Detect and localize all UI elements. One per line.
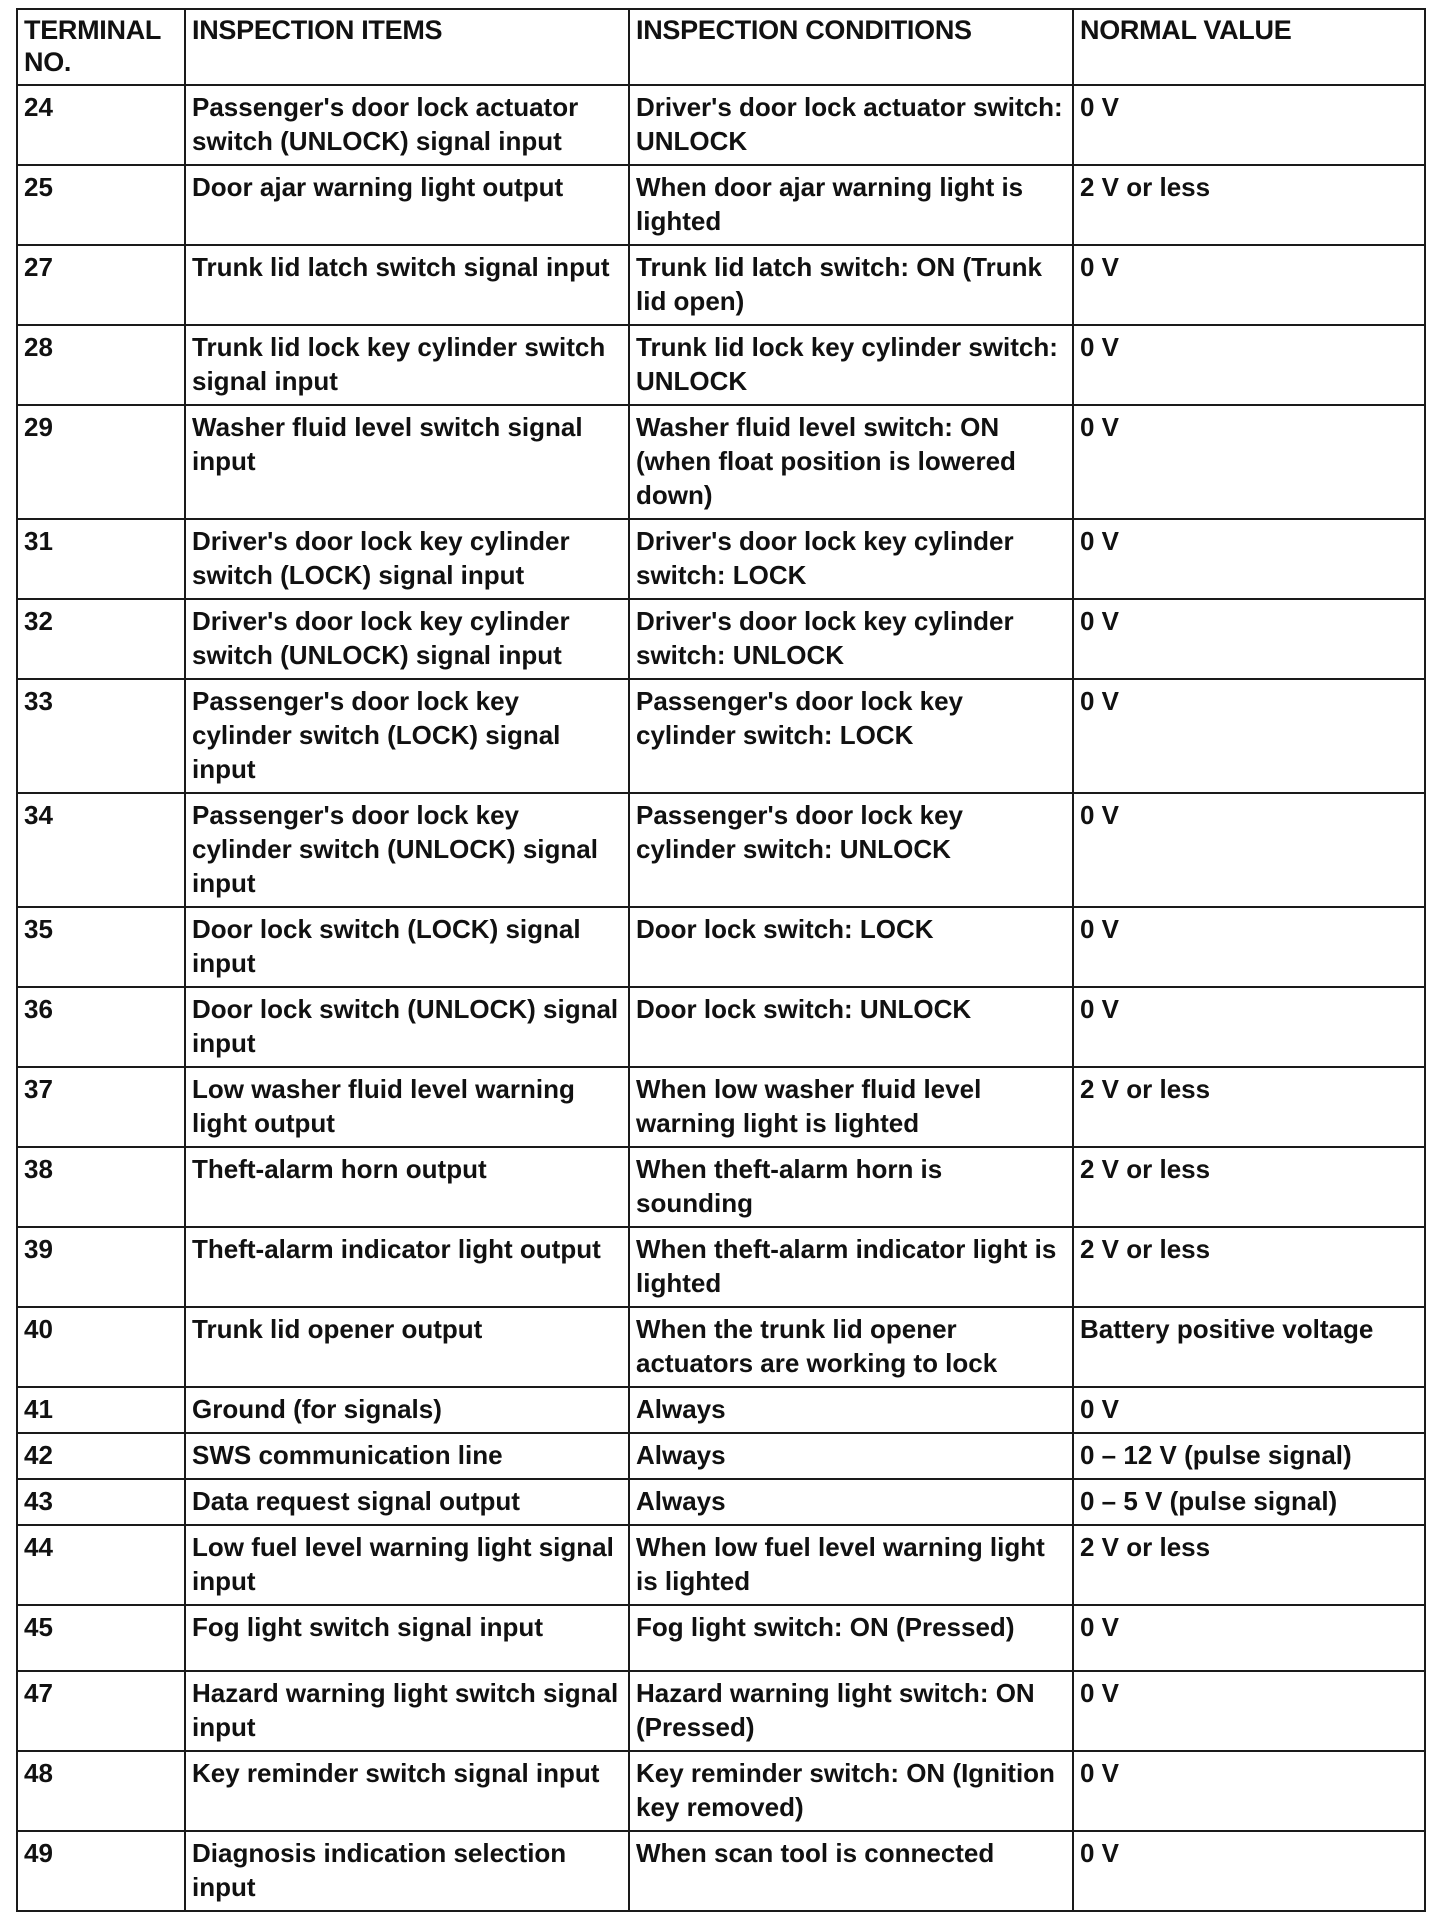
normal-value-cell: 2 V or less (1073, 165, 1425, 245)
normal-value-cell: 0 V (1073, 1751, 1425, 1831)
inspection-condition-cell: Passenger's door lock key cylinder switch: UNLOCK (629, 793, 1073, 907)
inspection-item-cell: Passenger's door lock key cylinder switch (LOCK) signal input (185, 679, 629, 793)
normal-value-cell: 0 V (1073, 1831, 1425, 1911)
inspection-condition-cell: Always (629, 1387, 1073, 1433)
terminal-no-cell: 48 (17, 1751, 185, 1831)
normal-value-cell: 0 – 12 V (pulse signal) (1073, 1433, 1425, 1479)
table-row (17, 405, 1425, 519)
inspection-item-cell: Trunk lid opener output (185, 1307, 629, 1387)
inspection-item-cell: Low fuel level warning light signal input (185, 1525, 629, 1605)
table-row (17, 1433, 1425, 1479)
normal-value-cell: 0 V (1073, 519, 1425, 599)
inspection-condition-cell: Fog light switch: ON (Pressed) (629, 1605, 1073, 1671)
inspection-item-cell: Washer fluid level switch signal input (185, 405, 629, 519)
table-row (17, 165, 1425, 245)
normal-value-cell: 0 V (1073, 1605, 1425, 1671)
terminal-no-cell: 27 (17, 245, 185, 325)
normal-value-cell: 2 V or less (1073, 1067, 1425, 1147)
normal-value-cell: 0 V (1073, 85, 1425, 165)
normal-value-cell: 0 V (1073, 907, 1425, 987)
normal-value-cell: 2 V or less (1073, 1227, 1425, 1307)
table-row (17, 793, 1425, 907)
header-normal-value: NORMAL VALUE (1073, 9, 1425, 85)
table-row (17, 325, 1425, 405)
inspection-condition-cell: Driver's door lock actuator switch: UNLOCK (629, 85, 1073, 165)
normal-value-cell: 0 V (1073, 679, 1425, 793)
inspection-condition-cell: Passenger's door lock key cylinder switch: LOCK (629, 679, 1073, 793)
table-row (17, 1067, 1425, 1147)
table-row (17, 907, 1425, 987)
inspection-item-cell: Door lock switch (LOCK) signal input (185, 907, 629, 987)
terminal-no-cell: 42 (17, 1433, 185, 1479)
terminal-no-cell: 34 (17, 793, 185, 907)
inspection-condition-cell: Driver's door lock key cylinder switch: LOCK (629, 519, 1073, 599)
normal-value-cell: 0 V (1073, 245, 1425, 325)
terminal-no-cell: 41 (17, 1387, 185, 1433)
terminal-no-cell: 37 (17, 1067, 185, 1147)
terminal-inspection-table (16, 8, 1426, 1912)
normal-value-cell: Battery positive voltage (1073, 1307, 1425, 1387)
inspection-condition-cell: Door lock switch: UNLOCK (629, 987, 1073, 1067)
terminal-no-cell: 40 (17, 1307, 185, 1387)
inspection-item-cell: Passenger's door lock actuator switch (UNLOCK) signal input (185, 85, 629, 165)
table-row (17, 1671, 1425, 1751)
inspection-item-cell: Data request signal output (185, 1479, 629, 1525)
terminal-no-cell: 35 (17, 907, 185, 987)
normal-value-cell: 2 V or less (1073, 1147, 1425, 1227)
inspection-condition-cell: Trunk lid latch switch: ON (Trunk lid open) (629, 245, 1073, 325)
terminal-no-cell: 36 (17, 987, 185, 1067)
inspection-item-cell: Key reminder switch signal input (185, 1751, 629, 1831)
inspection-item-cell: Driver's door lock key cylinder switch (UNLOCK) signal input (185, 599, 629, 679)
header-terminal-no: TERMINAL NO. (17, 9, 185, 85)
normal-value-cell: 0 V (1073, 1671, 1425, 1751)
inspection-item-cell: Hazard warning light switch signal input (185, 1671, 629, 1751)
inspection-item-cell: Theft-alarm indicator light output (185, 1227, 629, 1307)
normal-value-cell: 0 V (1073, 793, 1425, 907)
table-row (17, 245, 1425, 325)
inspection-item-cell: Trunk lid latch switch signal input (185, 245, 629, 325)
table-row (17, 85, 1425, 165)
inspection-item-cell: Driver's door lock key cylinder switch (LOCK) signal input (185, 519, 629, 599)
inspection-table-page (16, 8, 1424, 1912)
inspection-condition-cell: When scan tool is connected (629, 1831, 1073, 1911)
normal-value-cell: 0 V (1073, 599, 1425, 679)
terminal-no-cell: 45 (17, 1605, 185, 1671)
table-row (17, 1525, 1425, 1605)
normal-value-cell: 0 – 5 V (pulse signal) (1073, 1479, 1425, 1525)
table-row (17, 599, 1425, 679)
terminal-no-cell: 47 (17, 1671, 185, 1751)
normal-value-cell: 0 V (1073, 325, 1425, 405)
inspection-condition-cell: When theft-alarm indicator light is lighted (629, 1227, 1073, 1307)
terminal-no-cell: 24 (17, 85, 185, 165)
table-row (17, 1227, 1425, 1307)
terminal-no-cell: 31 (17, 519, 185, 599)
terminal-no-cell: 39 (17, 1227, 185, 1307)
terminal-no-cell: 38 (17, 1147, 185, 1227)
table-row (17, 1831, 1425, 1911)
table-row (17, 1605, 1425, 1671)
inspection-condition-cell: When the trunk lid opener actuators are working to lock (629, 1307, 1073, 1387)
normal-value-cell: 0 V (1073, 1387, 1425, 1433)
terminal-no-cell: 28 (17, 325, 185, 405)
inspection-item-cell: Diagnosis indication selection input (185, 1831, 629, 1911)
normal-value-cell: 0 V (1073, 987, 1425, 1067)
table-row (17, 679, 1425, 793)
terminal-no-cell: 49 (17, 1831, 185, 1911)
inspection-condition-cell: Trunk lid lock key cylinder switch: UNLOCK (629, 325, 1073, 405)
inspection-item-cell: Ground (for signals) (185, 1387, 629, 1433)
inspection-item-cell: Door lock switch (UNLOCK) signal input (185, 987, 629, 1067)
inspection-condition-cell: Washer fluid level switch: ON (when float position is lowered down) (629, 405, 1073, 519)
terminal-no-cell: 33 (17, 679, 185, 793)
terminal-no-cell: 25 (17, 165, 185, 245)
inspection-condition-cell: Always (629, 1479, 1073, 1525)
terminal-no-cell: 44 (17, 1525, 185, 1605)
inspection-condition-cell: Always (629, 1433, 1073, 1479)
inspection-item-cell: Low washer fluid level warning light output (185, 1067, 629, 1147)
terminal-no-cell: 29 (17, 405, 185, 519)
inspection-item-cell: Theft-alarm horn output (185, 1147, 629, 1227)
inspection-item-cell: Passenger's door lock key cylinder switch (UNLOCK) signal input (185, 793, 629, 907)
table-row (17, 1307, 1425, 1387)
table-row (17, 519, 1425, 599)
normal-value-cell: 0 V (1073, 405, 1425, 519)
table-row (17, 1147, 1425, 1227)
inspection-condition-cell: Driver's door lock key cylinder switch: UNLOCK (629, 599, 1073, 679)
table-row (17, 1751, 1425, 1831)
terminal-no-cell: 32 (17, 599, 185, 679)
inspection-item-cell: SWS communication line (185, 1433, 629, 1479)
inspection-condition-cell: When door ajar warning light is lighted (629, 165, 1073, 245)
inspection-item-cell: Trunk lid lock key cylinder switch signal input (185, 325, 629, 405)
inspection-condition-cell: When low fuel level warning light is lighted (629, 1525, 1073, 1605)
inspection-condition-cell: When theft-alarm horn is sounding (629, 1147, 1073, 1227)
header-inspection-items: INSPECTION ITEMS (185, 9, 629, 85)
table-row (17, 1479, 1425, 1525)
header-inspection-conditions: INSPECTION CONDITIONS (629, 9, 1073, 85)
table-header-row (17, 9, 1425, 85)
inspection-condition-cell: Hazard warning light switch: ON (Pressed) (629, 1671, 1073, 1751)
inspection-condition-cell: Door lock switch: LOCK (629, 907, 1073, 987)
table-row (17, 1387, 1425, 1433)
inspection-condition-cell: Key reminder switch: ON (Ignition key removed) (629, 1751, 1073, 1831)
inspection-item-cell: Fog light switch signal input (185, 1605, 629, 1671)
inspection-item-cell: Door ajar warning light output (185, 165, 629, 245)
normal-value-cell: 2 V or less (1073, 1525, 1425, 1605)
terminal-no-cell: 43 (17, 1479, 185, 1525)
table-row (17, 987, 1425, 1067)
inspection-condition-cell: When low washer fluid level warning light is lighted (629, 1067, 1073, 1147)
